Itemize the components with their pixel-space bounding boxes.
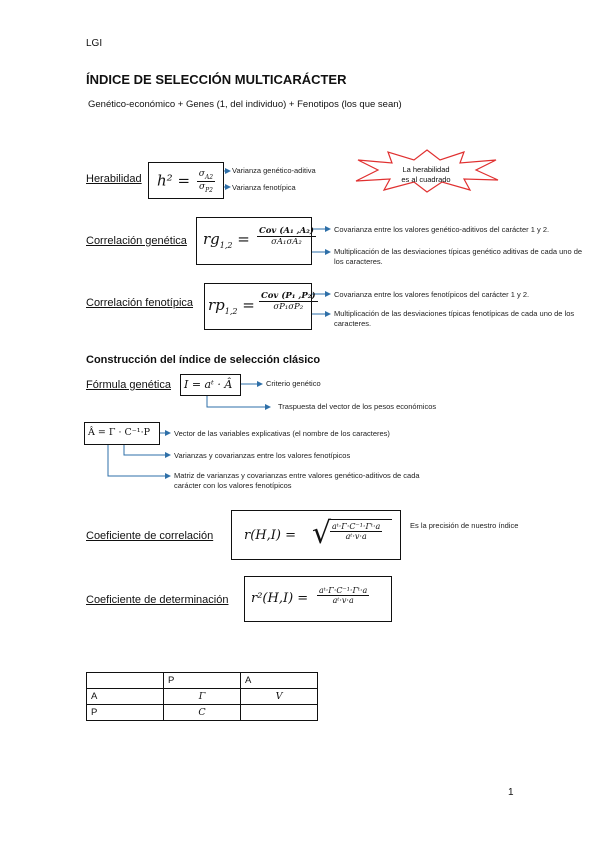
- coef-correlacion-lhs: r(H,I) =: [244, 528, 296, 543]
- correlacion-genetica-formula-box: $rg_{1,2}$ = Cov (A₁ ,A₂) σA₁σA₂: [196, 217, 312, 265]
- note-desviaciones-geneticas: Multiplicación de las desviaciones típicas genético aditivas de cada uno de los caracteres.: [334, 247, 583, 266]
- note-covarianza-fenotipica: Covarianza entre los valores fenotípicos del carácter 1 y 2.: [334, 290, 530, 299]
- rp-denominator: σP₁σP₂: [273, 302, 304, 312]
- table-cell: A: [87, 689, 164, 705]
- table-cell: A: [241, 673, 318, 689]
- table-cell: Γ: [164, 689, 241, 705]
- table-row: [87, 705, 318, 721]
- correlacion-genetica-label: Correlación genética: [86, 235, 187, 247]
- table-row: [87, 689, 318, 705]
- coef-determinacion-label: Coeficiente de determinación: [86, 594, 229, 606]
- formula-genetica-box: [180, 374, 241, 396]
- coef-correlacion-box: [231, 510, 401, 560]
- note-varianza-fenotipica: Varianza fenotípica: [232, 183, 296, 192]
- correlacion-fenotipica-label: Correlación fenotípica: [86, 297, 194, 309]
- sqrt-bar: [328, 519, 392, 520]
- coef-determinacion-num: aᵗ·Γ·C⁻¹·Γᵗ·a: [319, 586, 368, 595]
- herabilidad-den-sub: P2: [205, 186, 213, 194]
- covariance-table: [86, 672, 318, 721]
- table-header-row: [87, 673, 318, 689]
- table-cell: P: [87, 705, 164, 721]
- formula-genetica-label: Fórmula genética: [86, 379, 171, 391]
- herabilidad-formula-box: [148, 162, 224, 199]
- sqrt-icon: √: [312, 516, 332, 551]
- formula-genetica: I = aᵗ · Â: [184, 378, 233, 391]
- rg-lhs-sub: 1,2: [219, 241, 233, 250]
- herabilidad-lhs: h² =: [157, 171, 191, 190]
- coef-correlacion-num: aᵗ·Γ·C⁻¹·Γᵗ·a: [332, 522, 381, 531]
- star-text-line-1: La herabilidad: [402, 165, 450, 174]
- table-cell: [241, 705, 318, 721]
- page-number: 1: [508, 787, 514, 798]
- note-precision: Es la precisión de nuestro índice: [410, 521, 519, 530]
- rg-lhs: rg: [203, 230, 220, 248]
- note-criterio-genetico: Criterio genético: [266, 379, 321, 388]
- herabilidad-num-sub: A2: [204, 173, 214, 181]
- note-covarianza-genetica: Covarianza entre los valores genético-aditivos del carácter 1 y 2.: [334, 225, 550, 234]
- table-cell: C: [164, 705, 241, 721]
- ahat-formula: Â = Γ · C⁻¹·P: [88, 427, 151, 438]
- coef-determinacion-box: [244, 576, 392, 622]
- note-varianza-genetico-aditiva: Varianza genético-aditiva: [232, 166, 316, 175]
- note-traspuesta: Traspuesta del vector de los pesos económicos: [278, 402, 437, 411]
- note-matriz: Matriz de varianzas y covarianzas entre valores genético-aditivos de cada carácter con los valores fenotípicos: [174, 471, 420, 490]
- coef-determinacion-lhs: r²(H,I) =: [251, 591, 309, 606]
- rp-numerator: Cov (P₁ ,P₂): [261, 291, 316, 301]
- note-desviaciones-fenotipicas: Multiplicación de las desviaciones típicas fenotípicas de cada uno de los caracteres.: [334, 309, 575, 328]
- ahat-formula-box: [84, 422, 160, 445]
- page-title: ÍNDICE DE SELECCIÓN MULTICARÁCTER: [86, 72, 347, 87]
- table-cell: [87, 673, 164, 689]
- header-label: LGI: [86, 38, 103, 49]
- rg-numerator: Cov (A₁ ,A₂): [259, 226, 314, 236]
- subtitle: Genético-económico + Genes (1, del individuo) + Fenotipos (los que sean): [88, 99, 402, 110]
- herabilidad-num: σ: [198, 169, 205, 179]
- table-cell: P: [164, 673, 241, 689]
- table-cell: V: [241, 689, 318, 705]
- coef-correlacion-label: Coeficiente de correlación: [86, 530, 214, 542]
- rg-denominator: σA₁σA₂: [271, 237, 302, 247]
- coef-determinacion-den: aᵗ·v·a: [332, 596, 354, 605]
- herabilidad-label: Herabilidad: [86, 173, 142, 185]
- construccion-heading: Construcción del índice de selección clásico: [86, 354, 321, 366]
- rp-lhs: rp: [208, 296, 225, 314]
- star-text-line-2: es al cuadrado: [401, 175, 451, 184]
- note-vector-variables: Vector de las variables explicativas (el nombre de los caracteres): [174, 429, 390, 438]
- correlacion-fenotipica-formula-box: $rp_{1,2}$ = Cov (P₁ ,P₂) σP₁σP₂: [204, 283, 312, 330]
- coef-correlacion-den: aᵗ·v·a: [345, 532, 367, 541]
- note-varianzas-covarianzas: Varianzas y covarianzas entre los valores fenotípicos: [174, 451, 351, 460]
- herabilidad-den: σ: [198, 181, 206, 192]
- star-callout-text: [386, 165, 466, 185]
- rp-lhs-sub: 1,2: [224, 307, 238, 316]
